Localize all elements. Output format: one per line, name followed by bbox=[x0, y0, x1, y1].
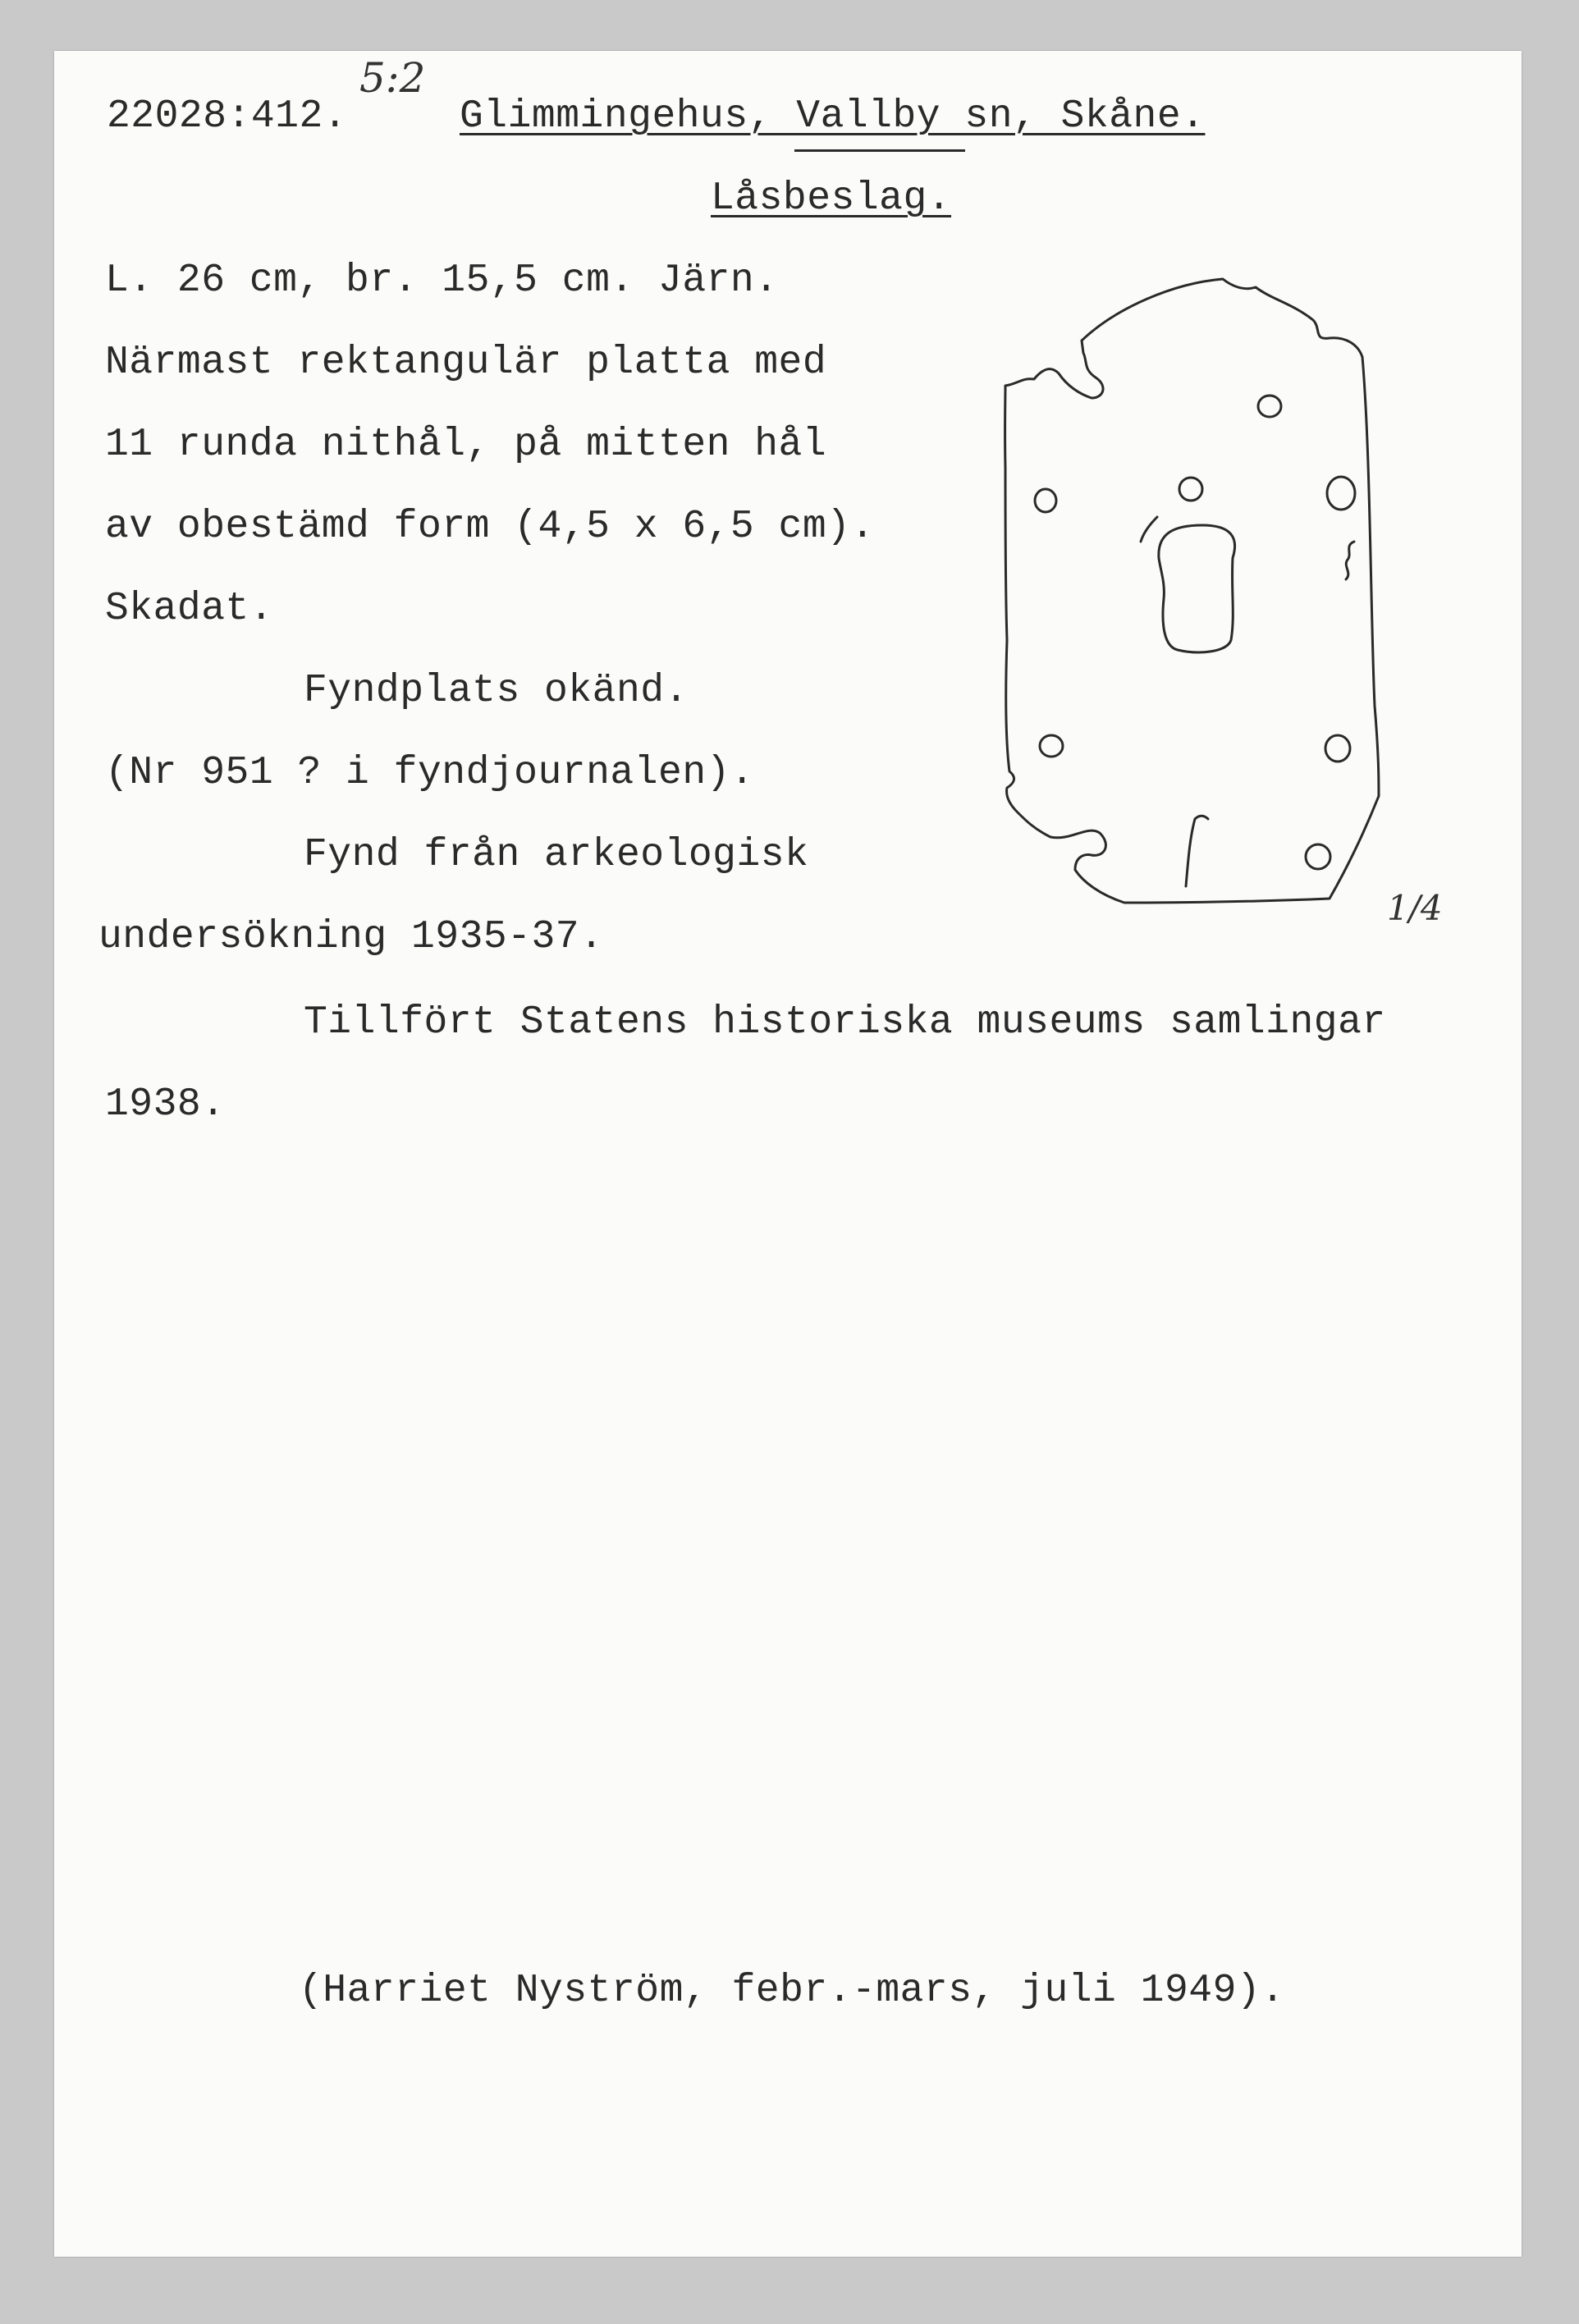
rivet-hole bbox=[1306, 844, 1330, 869]
accession-line-2: 1938. bbox=[105, 1082, 226, 1127]
rivet-hole bbox=[1325, 735, 1350, 762]
rivet-hole bbox=[1258, 396, 1281, 417]
mark-stroke bbox=[1346, 542, 1354, 579]
plate-outline bbox=[1005, 279, 1379, 903]
catalog-number: 22028:412. bbox=[107, 94, 348, 139]
dimensions-line: L. 26 cm, br. 15,5 cm. Järn. bbox=[105, 258, 779, 303]
excavation-line-2: undersökning 1935-37. bbox=[98, 915, 604, 959]
handwritten-reference: 5:2 bbox=[359, 54, 426, 102]
condition-line: Skadat. bbox=[105, 587, 274, 631]
author-note: (Harriet Nyström, febr.-mars, juli 1949). bbox=[299, 1969, 1285, 2013]
rivet-hole bbox=[1179, 478, 1202, 501]
rivet-hole bbox=[1040, 735, 1063, 757]
rivet-hole bbox=[1327, 477, 1355, 510]
mark-stroke bbox=[1195, 816, 1208, 819]
journal-line: (Nr 951 ? i fyndjournalen). bbox=[105, 751, 755, 795]
accession-line-1: Tillfört Statens historiska museums samlingar bbox=[304, 1000, 1386, 1045]
rivet-hole bbox=[1035, 489, 1056, 512]
description-line-3: av obestämd form (4,5 x 6,5 cm). bbox=[105, 505, 875, 549]
findspot-line: Fyndplats okänd. bbox=[304, 669, 689, 713]
scale-label: 1/4 bbox=[1387, 888, 1443, 928]
lock-plate-sketch bbox=[985, 263, 1444, 944]
find-location: Glimmingehus, Vallby sn, Skåne. bbox=[460, 94, 1206, 139]
description-line-2: 11 runda nithål, på mitten hål bbox=[105, 423, 827, 467]
mark-stroke bbox=[1141, 517, 1157, 542]
central-hole bbox=[1159, 525, 1235, 652]
location-underline-extra bbox=[794, 149, 965, 152]
description-line-1: Närmast rektangulär platta med bbox=[105, 341, 827, 385]
object-type: Låsbeslag. bbox=[711, 176, 952, 221]
excavation-line-1: Fynd från arkeologisk bbox=[304, 833, 809, 877]
mark-stroke bbox=[1186, 819, 1195, 886]
